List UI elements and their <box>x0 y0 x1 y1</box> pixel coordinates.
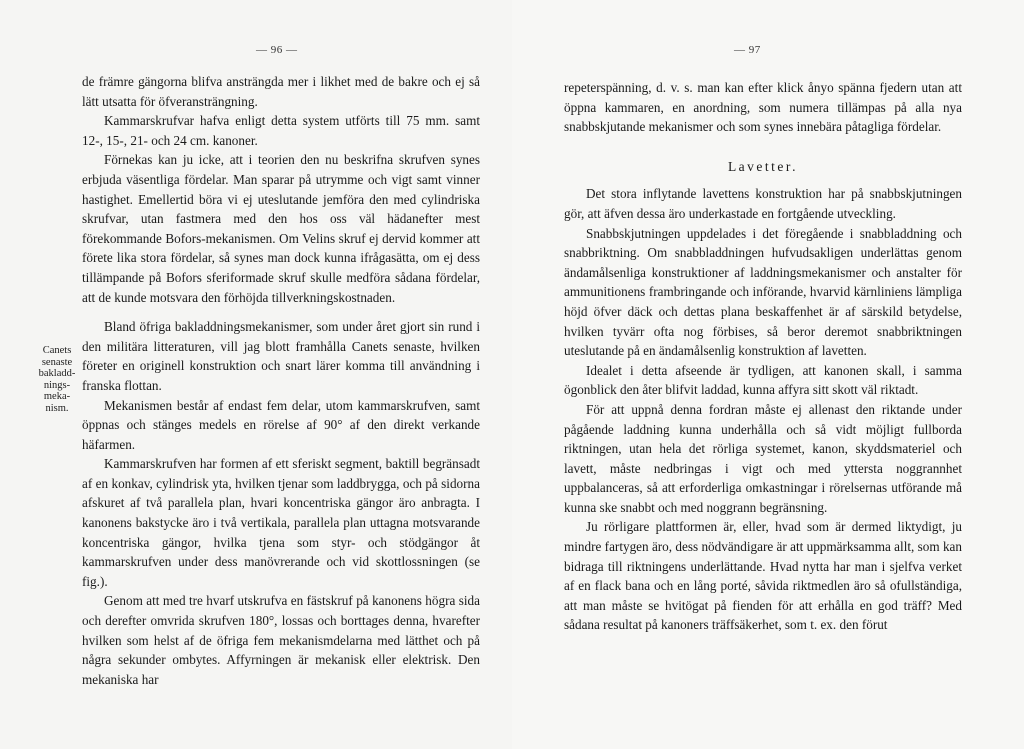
paragraph: Ju rörligare plattformen är, eller, hvad som är dermed liktydigt, ju mindre fartygen äro, dess nödvändigare är att uppmärksamma allt, som kan bidraga till riktningens underlättande. Hvad nytta har man i sjelfva verket af en flack bana och en lång porté, såvida riktmedlen äro så ofullständiga, att man måste se hvitögat på fienden för att erhålla en god träff? Med sådana resultat på kanoners träffsäkerhet, som t. ex. den förut <box>564 519 962 633</box>
paragraph: Kammarskrufven har formen af ett sferiskt segment, baktill begränsadt af en konkav, cylindrisk yta, hvilken tjenar som laddbrygga, och på sidorna afskuret af två parallela plan, hvari koncentriska gängor äro anbragta. I kanonens bakstycke äro i två vertikala, parallela plan uttagna motsvarande koncentriska gängor, hvilka tjena som styr- och stödgängor åt kammarskrufven under dess manövrerande och vid skottlossningen (se fig.). <box>82 456 480 589</box>
paragraph: För att uppnå denna fordran måste ej allenast den riktande under pågående laddning kunna underhålla och så vidt möjligt fullborda riktningen, utan hela det rörliga systemet, kanon, skyddsmateriel och lavett, måste nedbringas i vigt och med yttersta noggrannhet uppbalanceras, så att erforderliga omkastningar i rörelsernas utförande må kunna ske snabbt och med noggrann begränsning. <box>564 401 962 515</box>
right-body-text <box>564 78 962 635</box>
left-body-text <box>82 72 480 689</box>
paragraph: Snabbskjutningen uppdelades i det föregående i snabbladdning och snabbriktning. Om snabbladdningen hufvudsakligen underlättas genom ändamålsenliga konstruktioner af laddningsmekanismer och anstalter för ammunitionens frambringande och införande, hvarvid kärnliniens lämpliga höjd öfver däck och dettas plana beskaffenhet är af särskild betydelse, hvilken tyvärr ofta nog förbises, så beror deremot snabbriktningen uteslutande på en ändamålsenlig konstruktion af lavetten. <box>564 225 962 359</box>
margin-note-line: Canets <box>42 345 72 356</box>
paragraph: de främre gängorna blifva ansträngda mer i likhet med de bakre och ej så lätt utsatta för öfveransträngning. <box>82 74 480 109</box>
paragraph: Bland öfriga bakladdningsmekanismer, som under året gjort sin rund i den militära litteraturen, vill jag blott framhålla Canets senaste, hvilken företer en originell konstruktion och snart lärer komma till användning i franska flottan. <box>82 319 480 393</box>
section-title: Lavetter. <box>727 158 799 174</box>
right-page <box>512 0 1024 749</box>
paragraph: Mekanismen består af endast fem delar, utom kammarskrufven, samt öppnas och stänges medels en rörelse af 90° af den direkt verkande häfarmen. <box>82 397 480 452</box>
paragraph: Det stora inflytande lavettens konstruktion har på snabbskjutningen gör, att äfven dessa äro underkastade en fortgående utveckling. <box>564 186 962 221</box>
paragraph: repeterspänning, d. v. s. man kan efter klick ånyo spänna fjedern utan att öppna kammaren, en anordning, som numera tillämpas på alla nya snabbskjutande mekanismer och som synes innebära påtagliga fördelar. <box>564 80 962 135</box>
margin-note-line: bakladd- <box>38 368 76 379</box>
paragraph: Genom att med tre hvarf utskrufva en fästskruf på kanonens högra sida och derefter omvrida skrufven 180°, lossas och borttages denna, hvarefter hvilken som helst af de öfriga fem mekanismdelarna med lätthet och på några sekunder ombytes. Affyrningen är mekanisk eller elektrisk. Den mekaniska har <box>82 593 480 687</box>
page-number-right: — 97 <box>734 44 761 56</box>
paragraph: Kammarskrufvar hafva enligt detta system utförts till 75 mm. samt 12-, 15-, 21- och 24 cm. kanoner. <box>82 113 480 148</box>
paragraph: Förnekas kan ju icke, att i teorien den nu beskrifna skrufven synes erbjuda väsentliga fördelar. Man sparar på utrymme och vigt samt vinner hastighet. Emellertid böra vi ej uteslutande jemföra den med cylindriska skrufvar, utan fastmera med den hos oss väl hädanefter mest förekommande Bofors-mekanismen. Om Velins skruf ej dervid kommer att förete lika stora fördelar, så synes man dock kunna ifrågasätta, om ej dess tillämpande på Bofors sferiformade skruf skulle medföra sådana fördelar, att de kunde motsvara den förhöjda tillverkningskostnaden. <box>82 152 480 305</box>
margin-note-line: nings-meka- <box>43 379 71 402</box>
margin-note <box>34 345 80 414</box>
margin-note-line: senaste <box>41 356 73 368</box>
paragraph: Idealet i detta afseende är tydligen, att kanonen skall, i samma ögonblick den åter blifvit laddad, kunna affyra sitt skott väl riktadt. <box>564 362 962 398</box>
margin-note-line: nism. <box>45 402 69 414</box>
page-number-left: — 96 — <box>256 44 298 56</box>
